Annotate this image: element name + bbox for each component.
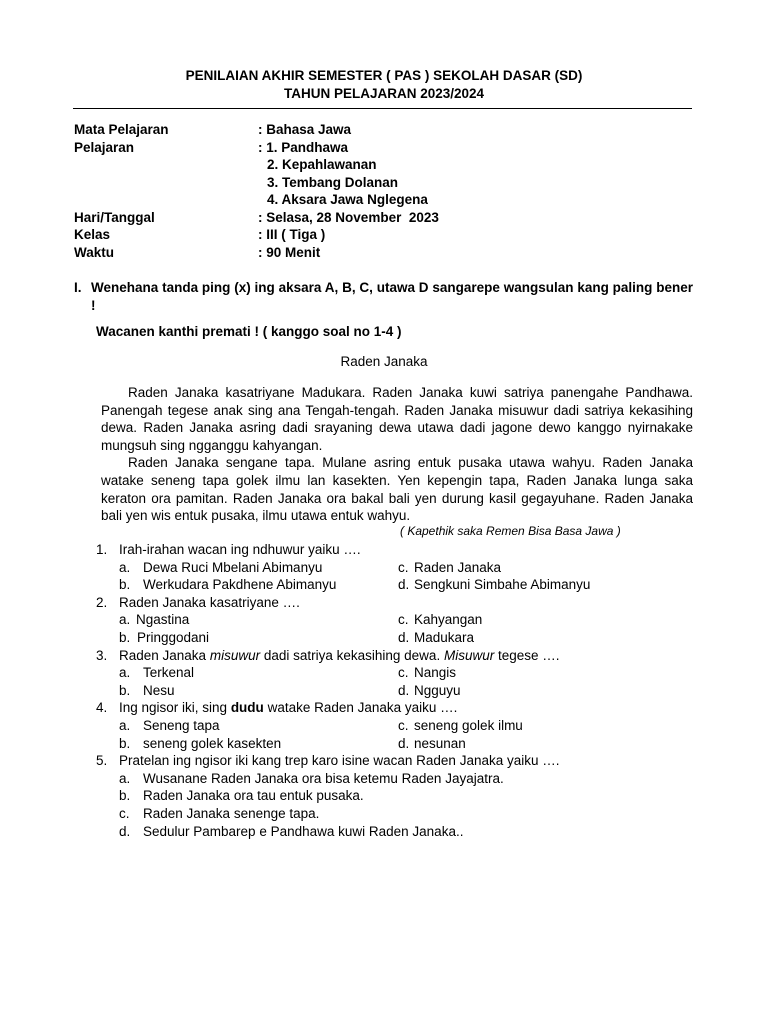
pelajaran-item: 2. Kepahlawanan — [267, 157, 377, 172]
story-paragraph: Raden Janaka kasatriyane Madukara. Raden Janaka kuwi satriya panengahe Pandhawa. Panengah tegese anak sing ana Tengah-tengah. Raden Janaka misuwur dadi satriya kekasihing dewa. Raden Janaka asring dadi srayaning dewa utawa dadi jagone dewo kanggo nyirnakake mungsuh sing ngganggu kahyangan. — [101, 385, 693, 453]
kelas-value: : III ( Tiga ) — [258, 227, 326, 242]
question-item — [96, 594, 696, 612]
option-text: Kahyangan — [414, 612, 483, 628]
story-body — [101, 384, 693, 525]
question-number: 1. — [96, 542, 108, 557]
pelajaran-label: Pelajaran — [74, 139, 135, 155]
option-letter[interactable]: a. — [119, 665, 131, 681]
waktu-value: : 90 Menit — [258, 244, 321, 260]
exam-info — [74, 121, 439, 261]
option-text: Wusanane Raden Janaka ora bisa ketemu Raden Jayajatra. — [143, 770, 504, 786]
question-text: Raden Janaka kasatriyane …. — [119, 594, 300, 610]
tanggal-value: : Selasa, 28 November 2023 — [258, 209, 439, 225]
option-letter[interactable]: b. — [119, 577, 131, 593]
question-emphasis: dudu — [230, 700, 264, 716]
option-letter[interactable]: b. — [119, 682, 131, 698]
question-list — [96, 541, 696, 840]
info-row-mapel — [74, 121, 439, 139]
option-text: Sengkuni Simbahe Abimanyu — [414, 577, 591, 593]
info-row-tanggal — [74, 209, 439, 227]
option-text: Werkudara Pakdhene Abimanyu — [143, 577, 337, 593]
option-letter[interactable]: c. — [398, 559, 409, 575]
header-divider — [73, 108, 692, 109]
tanggal-label: Hari/Tanggal — [74, 209, 155, 225]
story-source: ( Kapethik saka Remen Bisa Basa Jawa ) — [400, 524, 621, 538]
option-letter[interactable]: a. — [119, 559, 131, 575]
waktu-label: Waktu — [74, 244, 114, 260]
option-text: Ngastina — [136, 612, 190, 628]
pelajaran-item: 4. Aksara Jawa Nglegena — [267, 192, 428, 207]
option-text: Raden Janaka senenge tapa. — [143, 805, 320, 821]
option-letter[interactable]: a. — [119, 717, 131, 733]
option-letter[interactable]: c. — [398, 665, 409, 681]
option-text: Terkenal — [143, 665, 195, 681]
question-text-part: Raden Janaka — [119, 647, 210, 663]
section-number: I. — [74, 280, 82, 295]
question-item — [96, 752, 696, 770]
option-row — [96, 787, 696, 805]
option-text: Raden Janaka ora tau entuk pusaka. — [143, 788, 364, 804]
header-title-line2: TAHUN PELAJARAN 2023/2024 — [283, 86, 485, 101]
option-grid — [96, 664, 696, 699]
option-text: seneng golek ilmu — [414, 717, 523, 733]
option-text: nesunan — [414, 735, 466, 751]
question-text-part: tegese …. — [494, 647, 560, 663]
option-letter[interactable]: c. — [398, 612, 409, 628]
option-letter[interactable]: d. — [398, 577, 410, 593]
question-term: Misuwur — [443, 647, 495, 663]
mapel-label: Mata Pelajaran — [74, 122, 169, 137]
question-number: 4. — [96, 700, 108, 716]
option-letter[interactable]: b. — [119, 629, 131, 645]
reading-intro: Wacanen kanthi premati ! ( kanggo soal no 1-4 ) — [96, 324, 402, 339]
option-text: Raden Janaka — [414, 559, 502, 575]
story-title: Raden Janaka — [340, 354, 428, 369]
info-row-waktu — [74, 244, 439, 262]
option-letter[interactable]: d. — [398, 682, 410, 698]
option-text: Pringgodani — [137, 629, 210, 645]
option-row — [96, 823, 696, 841]
pelajaran-item: 3. Tembang Dolanan — [267, 174, 399, 190]
option-row — [96, 805, 696, 823]
exam-header — [0, 67, 768, 103]
question-item — [96, 647, 696, 665]
option-text: Seneng tapa — [143, 717, 220, 733]
option-row — [96, 770, 696, 788]
option-letter[interactable]: c. — [398, 717, 409, 733]
kelas-label: Kelas — [74, 227, 111, 242]
option-letter[interactable]: c. — [119, 805, 130, 821]
option-letter[interactable]: b. — [119, 788, 131, 804]
option-grid — [96, 559, 696, 594]
option-text: Nesu — [143, 682, 175, 698]
question-number: 3. — [96, 647, 108, 663]
question-text — [96, 699, 696, 717]
option-text: Dewa Ruci Mbelani Abimanyu — [143, 559, 323, 575]
question-text-part: dadi satriya kekasihing dewa. — [260, 647, 444, 663]
section-instruction — [74, 279, 693, 315]
story-paragraph: Raden Janaka sengane tapa. Mulane asring entuk pusaka utawa wahyu. Raden Janaka watake seneng tapa golek ilmu lan kasekten. Yen kepengin tapa, Raden Janaka lunga saka keraton ora pamitan. Raden Janaka ora bakal bali yen durung kasil gegayuhane. Raden Janaka bali yen wis entuk pusaka, ilmu utawa entuk wahyu. — [101, 455, 693, 524]
question-item — [96, 699, 696, 717]
option-list — [96, 770, 696, 840]
option-grid — [96, 611, 696, 646]
question-text: Pratelan ing ngisor iki kang trep karo isine wacan Raden Janaka yaiku …. — [119, 753, 560, 769]
pelajaran-value: : 1. Pandhawa — [258, 139, 349, 155]
question-item — [96, 541, 696, 559]
option-text: Nangis — [414, 665, 457, 681]
question-term: misuwur — [209, 647, 261, 663]
section-instruction-text: Wenehana tanda ping (x) ing aksara A, B, C, utawa D sangarepe wangsulan kang paling bener ! — [91, 280, 693, 313]
question-number: 5. — [96, 753, 108, 769]
option-letter[interactable]: d. — [398, 735, 410, 751]
question-number: 2. — [96, 594, 108, 610]
question-text-part: watake Raden Janaka yaiku …. — [263, 700, 458, 716]
question-text-part: Ing ngisor iki, sing — [119, 700, 231, 716]
option-text: Sedulur Pambarep e Pandhawa kuwi Raden Janaka.. — [143, 823, 464, 839]
option-letter[interactable]: a. — [119, 770, 131, 786]
info-row-kelas — [74, 226, 439, 244]
question-text — [96, 647, 696, 665]
option-text: Madukara — [414, 629, 475, 645]
option-letter[interactable]: d. — [119, 823, 131, 839]
mapel-value: : Bahasa Jawa — [258, 122, 352, 137]
option-letter[interactable]: d. — [398, 629, 410, 645]
info-row-pelajaran — [74, 139, 439, 157]
option-grid — [96, 717, 696, 752]
option-letter[interactable]: b. — [119, 735, 131, 751]
question-text: Irah-irahan wacan ing ndhuwur yaiku …. — [119, 542, 361, 557]
option-text: Ngguyu — [414, 682, 461, 698]
option-text: seneng golek kasekten — [143, 735, 282, 751]
option-letter[interactable]: a. — [119, 612, 131, 628]
header-title-line1: PENILAIAN AKHIR SEMESTER ( PAS ) SEKOLAH DASAR (SD) — [185, 68, 583, 83]
